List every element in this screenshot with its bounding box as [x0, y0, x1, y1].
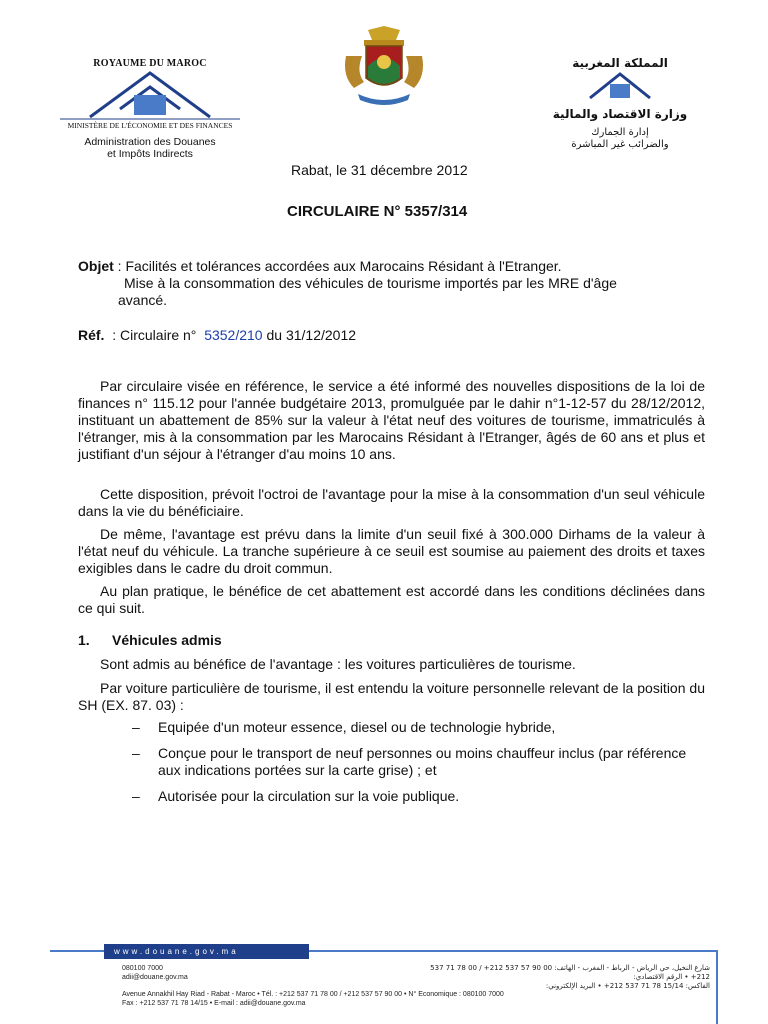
section-heading	[78, 632, 222, 648]
paragraph-2: Cette disposition, prévoit l'octroi de l'avantage pour la mise à la consommation d'un seul véhicule dans la vie du bénéficiaire.	[78, 486, 705, 519]
admin-line-2: et Impôts Indirects	[107, 148, 193, 160]
moroccan-coat-of-arms-icon	[338, 26, 430, 108]
objet-label: Objet	[78, 258, 114, 274]
ref-tail: du 31/12/2012	[262, 327, 357, 343]
ref-label: Réf.	[78, 327, 105, 343]
objet-block	[78, 258, 718, 309]
header-right-block	[530, 56, 710, 151]
list-item-text: Autorisée pour la circulation sur la voie publique.	[158, 788, 460, 804]
document-date: Rabat, le 31 décembre 2012	[291, 162, 468, 178]
list-item-text: Conçue pour le transport de neuf personnes ou moins chauffeur inclus (par référence aux indications portées sur la carte grise) ; et	[158, 745, 687, 778]
section-number: 1.	[78, 632, 90, 648]
paragraph-3: De même, l'avantage est prévu dans la limite d'un seuil fixé à 300.000 Dirhams de la valeur à l'état neuf du véhicule. La tranche supérieure à ce seuil est soumise au paiement des droits et taxes exigibles dans le cadre du droit commun.	[78, 526, 705, 576]
kingdom-label: ROYAUME DU MAROC	[93, 58, 207, 69]
objet-line-1: : Facilités et tolérances accordées aux Marocains Résidant à l'Etranger.	[113, 258, 562, 274]
list-item	[132, 745, 705, 779]
footer-ar-line-1: شارع النخيل، حي الرياض - الرباط - المغرب - الهاتف: 00 90 57 537 212+ / 00 78 71 537 212+ • الرقم الاقتصادي:	[430, 964, 710, 981]
bullet-marker: –	[132, 745, 140, 761]
ref-text: : Circulaire n°	[104, 327, 205, 343]
admin-line-1: Administration des Douanes	[84, 136, 216, 148]
paragraph-4: Au plan pratique, le bénéfice de cet abattement est accordé dans les conditions déclinées dans ce qui suit.	[78, 583, 705, 616]
footer-line-1: 080100 7000	[122, 965, 163, 972]
ministry-logo-icon	[50, 69, 250, 121]
bullet-marker: –	[132, 719, 140, 735]
footer-line-3: Avenue Annakhil Hay Riad - Rabat - Maroc • Tél. : +212 537 71 78 00 / +212 537 57 90 00 • N° Economique : 080100 7000	[122, 991, 504, 998]
list-item-text: Equipée d'un moteur essence, diesel ou de technologie hybride,	[158, 719, 556, 735]
footer-contact-ar	[410, 964, 710, 991]
footer-line-2: adii@douane.gov.ma	[122, 974, 188, 981]
administration-label-ar	[530, 127, 710, 151]
paragraph-1: Par circulaire visée en référence, le service a été informé des nouvelles dispositions de la loi de finances n° 115.12 pour l'année budgétaire 2013, promulguée par le dahir n°1-12-57 du 28/12/2012, instituant un abattement de 85% sur la valeur à l'état neuf des voitures de tourisme, immatriculés à l'étranger, mis à la consommation par les Marocains Résidant à l'Etranger, âgés de 60 ans et plus et justifiant d'un séjour à l'étranger d'au moins 10 ans.	[78, 378, 705, 462]
objet-line-3: avancé.	[118, 292, 168, 308]
reference-block	[78, 327, 356, 343]
footer-line-4: Fax : +212 537 71 78 14/15 • E-mail : adii@douane.gov.ma	[122, 1000, 306, 1007]
footer-ar-line-2: الفاكس: 15/14 78 71 537 212+ • البريد الإلكتروني:	[545, 982, 710, 990]
ministry-label: MINISTÈRE DE L'ÉCONOMIE ET DES FINANCES	[67, 121, 233, 130]
ministry-label-ar: وزارة الاقتصاد والمالية	[552, 107, 688, 121]
footer-vertical-divider	[716, 950, 718, 1024]
page-title: CIRCULAIRE N° 5357/314	[287, 203, 468, 220]
bullet-list	[132, 719, 705, 814]
admin-ar-line-2: والضرائب غير المباشرة	[571, 139, 669, 150]
ministry-logo-ar-icon	[530, 70, 710, 100]
objet-line-2: Mise à la consommation des véhicules de tourisme importés par les MRE d'âge	[124, 275, 617, 291]
bullet-marker: –	[132, 788, 140, 804]
paragraph-5: Sont admis au bénéfice de l'avantage : les voitures particulières de tourisme.	[100, 656, 576, 672]
paragraph-6: Par voiture particulière de tourisme, il est entendu la voiture personnelle relevant de la position du SH (EX. 87. 03) :	[78, 680, 705, 713]
administration-label	[50, 136, 250, 160]
list-item	[132, 719, 705, 736]
section-title: Véhicules admis	[112, 632, 222, 648]
footer-website-link[interactable]: www.douane.gov.ma	[104, 944, 309, 959]
ref-circular-link[interactable]: 5352/210	[204, 327, 263, 343]
ministry-logo	[50, 69, 250, 121]
admin-ar-line-1: إدارة الجمارك	[591, 127, 649, 138]
header-left-block	[50, 58, 250, 160]
kingdom-label-ar: المملكة المغربية	[572, 56, 668, 70]
list-item	[132, 788, 705, 805]
